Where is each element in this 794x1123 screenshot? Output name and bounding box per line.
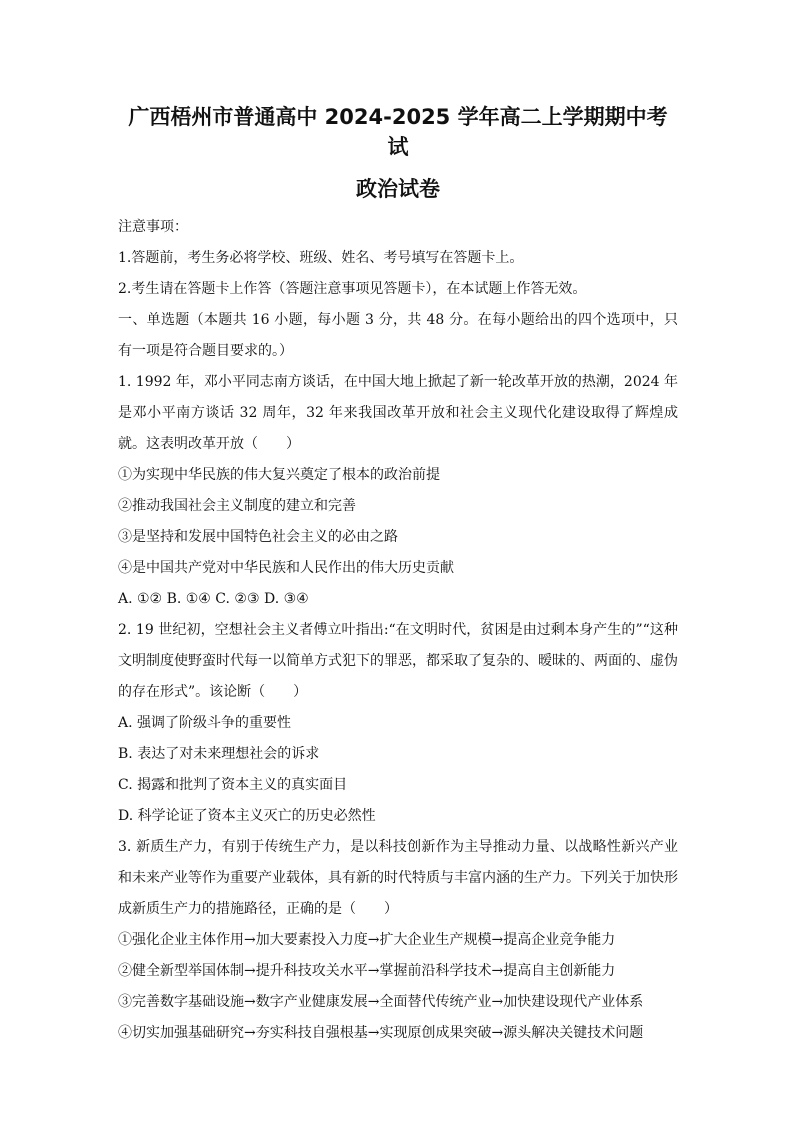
notice-heading: 注意事项： — [118, 219, 188, 235]
question-1-statement: ④是中国共产党对中华民族和人民作出的伟大历史贡献 — [118, 560, 454, 576]
question-2-stem: 2. 19 世纪初，空想社会主义者傅立叶指出:“在文明时代，贫困是由过剩本身产生的”“这种文明制度使野蛮时代每一以简单方式犯下的罪恶，都采取了复杂的、暧昧的、两面的、虚伪的存在形式”。该论断（ ） — [118, 622, 678, 700]
notice-item: 1.答题前，考生务必将学校、班级、姓名、考号填写在答题卡上。 — [118, 250, 524, 266]
question-1-stem: 1. 1992 年，邓小平同志南方谈话，在中国大地上掀起了新一轮改革开放的热潮，2024 年是邓小平南方谈话 32 周年，32 年来我国改革开放和社会主义现代化建设取得了辉煌成就。这表明改革开放（ ） — [118, 374, 678, 452]
question-3-statement: ③完善数字基础设施→数字产业健康发展→全面替代传统产业→加快建设现代产业体系 — [118, 994, 644, 1010]
question-1-statement: ③是坚持和发展中国特色社会主义的必由之路 — [118, 529, 398, 545]
notice-item: 2.考生请在答题卡上作答（答题注意事项见答题卡），在本试题上作答无效。 — [118, 281, 587, 297]
question-3-statement: ②健全新型举国体制→提升科技攻关水平→掌握前沿科学技术→提高自主创新能力 — [118, 963, 616, 979]
question-3-statement: ④切实加强基础研究→夯实科技自强根基→实现原创成果突破→源头解决关键技术问题 — [118, 1025, 644, 1041]
question-2-option: A. 强调了阶级斗争的重要性 — [118, 715, 292, 731]
question-1-statement: ①为实现中华民族的伟大复兴奠定了根本的政治前提 — [118, 467, 440, 483]
question-1-statement: ②推动我国社会主义制度的建立和完善 — [118, 498, 356, 514]
exam-subject: 政治试卷 — [356, 177, 440, 201]
exam-title: 广西梧州市普通高中 2024-2025 学年高二上学期期中考试 — [128, 105, 668, 159]
question-2-option: B. 表达了对未来理想社会的诉求 — [118, 746, 320, 762]
question-2-option: D. 科学论证了资本主义灭亡的历史必然性 — [118, 808, 376, 824]
exam-page — [118, 96, 678, 1049]
question-3-stem: 3. 新质生产力，有别于传统生产力，是以科技创新作为主导推动力量、以战略性新兴产业和未来产业等作为重要产业载体，具有新的时代特质与丰富内涵的生产力。下列关于加快形成新质生产力的措施路径，正确的是（ ） — [118, 839, 678, 917]
question-1-options: A. ①② B. ①④ C. ②③ D. ③④ — [118, 591, 309, 607]
question-3-statement: ①强化企业主体作用→加大要素投入力度→扩大企业生产规模→提高企业竞争能力 — [118, 932, 616, 948]
question-2-option: C. 揭露和批判了资本主义的真实面目 — [118, 777, 348, 793]
section-heading: 一、单选题（本题共 16 小题，每小题 3 分，共 48 分。在每小题给出的四个选项中，只有一项是符合题目要求的。） — [118, 312, 678, 359]
